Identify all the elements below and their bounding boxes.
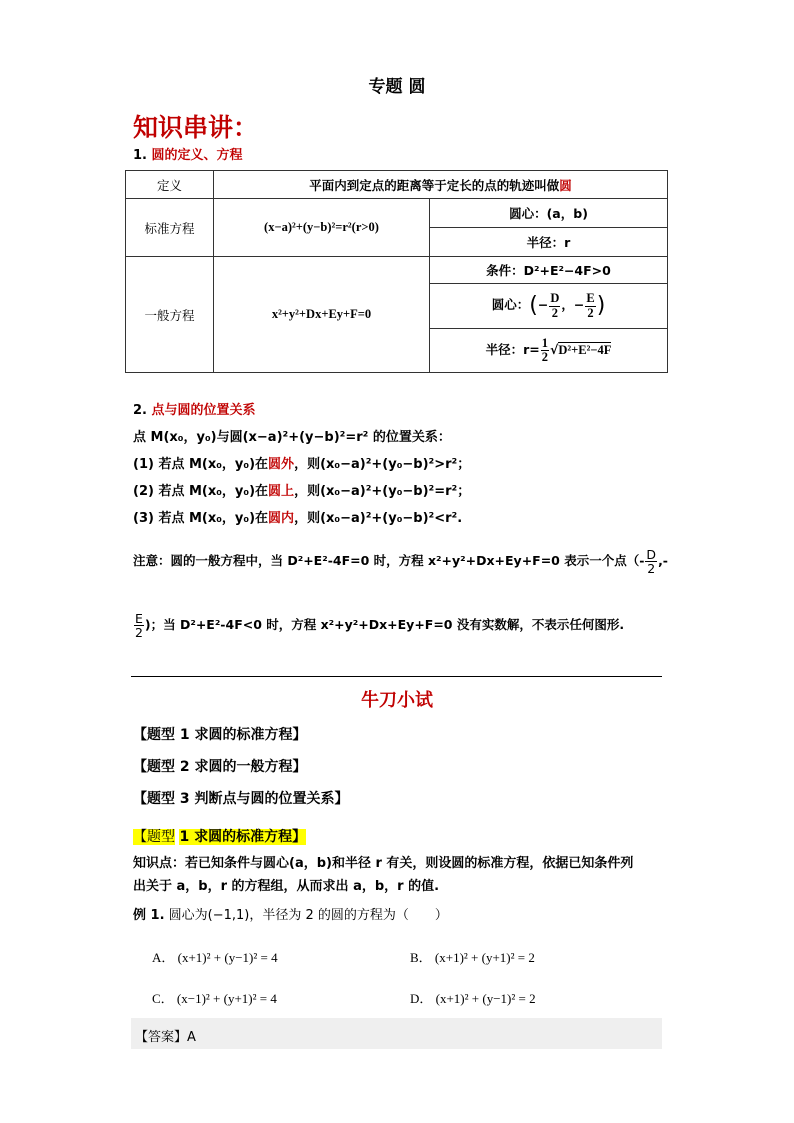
def-text-body: 平面内到定点的距离等于定长的点的轨迹叫做: [309, 177, 560, 193]
frac-num: D: [550, 291, 560, 306]
option-key: C．: [152, 991, 174, 1006]
example1-question: [133, 904, 448, 923]
case-pre: (2) 若点 M(x₀，y₀)在: [133, 484, 269, 499]
practice-heading: 牛刀小试: [361, 690, 433, 711]
gen-radius-label: 半径：r=: [485, 342, 540, 357]
option-text: (x+1)² + (y−1)² = 4: [177, 950, 278, 965]
frac-den: 2: [134, 625, 143, 641]
note-text: )；当 D²+E²-4F<0 时，方程 x²+y²+Dx+Ey+F=0 没有实数解，不表示任何图形.: [144, 617, 625, 633]
frac-num: D: [646, 547, 657, 562]
std-radius: 半径：r: [430, 228, 668, 257]
example-label: 例 1.: [133, 908, 165, 923]
case-post: ，则(x₀−a)²+(y₀−b)²>r²；: [294, 457, 471, 472]
example-question: 圆心为(−1,1)，半径为 2 的圆的方程为（ ）: [168, 908, 448, 923]
option-key: D．: [410, 991, 433, 1006]
section2-intro: 点 M(x₀，y₀)与圆(x−a)²+(y−b)²=r² 的位置关系：: [133, 430, 451, 445]
paren-open: (: [529, 293, 538, 319]
page-title: 专题 圆: [368, 77, 426, 97]
gen-center: [430, 284, 668, 329]
case-pre: (1) 若点 M(x₀，y₀)在: [133, 457, 269, 472]
option-text: (x+1)² + (y−1)² = 2: [435, 991, 536, 1006]
case-key: 圆上: [268, 484, 295, 499]
gen-equation: x²+y²+Dx+Ey+F=0: [214, 257, 430, 373]
case-3: [133, 507, 462, 526]
gen-label: 一般方程: [126, 257, 214, 373]
case-key: 圆外: [268, 457, 295, 472]
gen-center-label: 圆心：: [491, 297, 530, 313]
option-a[interactable]: [152, 947, 278, 966]
section2-num: 2.: [133, 403, 147, 418]
std-center: 圆心：(a，b): [430, 199, 668, 228]
section1-label: 圆的定义、方程: [151, 148, 243, 163]
option-key: B．: [410, 950, 432, 965]
note-tail: ,-: [658, 553, 668, 569]
knowledge-heading: 知识串讲：: [133, 113, 259, 142]
type1-heading: [133, 826, 306, 846]
knowledge-point-1: 知识点：若已知条件与圆心(a，b)和半径 r 有关，则设圆的标准方程，依据已知条件列: [133, 856, 634, 871]
frac-num: E: [135, 611, 143, 626]
paren-close: ): [596, 293, 606, 319]
note-line-1: [133, 548, 668, 575]
gen-radius: [430, 329, 668, 373]
frac-den: 2: [587, 305, 594, 320]
answer-box: [131, 1018, 662, 1049]
option-b[interactable]: [410, 947, 535, 966]
case-key: 圆内: [268, 511, 295, 526]
def-highlight: 圆: [559, 177, 572, 193]
option-key: A．: [152, 950, 175, 965]
section1-heading: [133, 144, 243, 163]
case-1: [133, 453, 470, 472]
note-text: 注意：圆的一般方程中，当 D²+E²-4F=0 时，方程 x²+y²+Dx+Ey+F=0 表示一个点（-: [133, 553, 645, 569]
section2-heading: [133, 399, 256, 418]
knowledge-point-2: 出关于 a，b，r 的方程组，从而求出 a，b，r 的值.: [133, 879, 440, 894]
circle-definition-table: [125, 170, 668, 373]
type1-heading-a: 【题型: [133, 829, 175, 845]
section2-label: 点与圆的位置关系: [151, 403, 256, 418]
answer-text: 【答案】A: [135, 1030, 196, 1045]
sqrt-body: D²+E²−4F: [558, 343, 612, 357]
neg1: −: [537, 297, 549, 313]
case-post: ，则(x₀−a)²+(y₀−b)²<r².: [294, 511, 463, 526]
note-line-2: [133, 612, 624, 639]
frac-num: E: [586, 291, 595, 306]
std-equation: (x−a)²+(y−b)²=r²(r>0): [214, 199, 430, 257]
case-pre: (3) 若点 M(x₀，y₀)在: [133, 511, 269, 526]
option-text: (x−1)² + (y+1)² = 4: [176, 991, 277, 1006]
frac-den: 2: [541, 350, 549, 364]
def-label: 定义: [126, 171, 214, 199]
frac-den: 2: [647, 561, 656, 577]
divider: [131, 676, 662, 677]
type-item: 【题型 2 求圆的一般方程】: [133, 759, 307, 775]
type-item: 【题型 3 判断点与圆的位置关系】: [133, 791, 349, 807]
option-c[interactable]: [152, 988, 277, 1007]
case-post: ，则(x₀−a)²+(y₀−b)²=r²；: [294, 484, 471, 499]
type1-heading-b: 1 求圆的标准方程】: [179, 829, 307, 845]
def-text: [214, 171, 668, 199]
frac-num: 1: [541, 335, 549, 350]
std-label: 标准方程: [126, 199, 214, 257]
case-2: [133, 480, 470, 499]
option-text: (x+1)² + (y+1)² = 2: [434, 950, 535, 965]
neg2: −: [573, 297, 585, 313]
option-d[interactable]: [410, 988, 536, 1007]
sep: ，: [561, 297, 574, 313]
section1-num: 1.: [133, 148, 147, 163]
gen-condition: 条件：D²+E²−4F>0: [430, 257, 668, 284]
type-item: 【题型 1 求圆的标准方程】: [133, 727, 307, 743]
frac-den: 2: [551, 305, 558, 320]
sqrt-icon: √: [550, 342, 559, 357]
